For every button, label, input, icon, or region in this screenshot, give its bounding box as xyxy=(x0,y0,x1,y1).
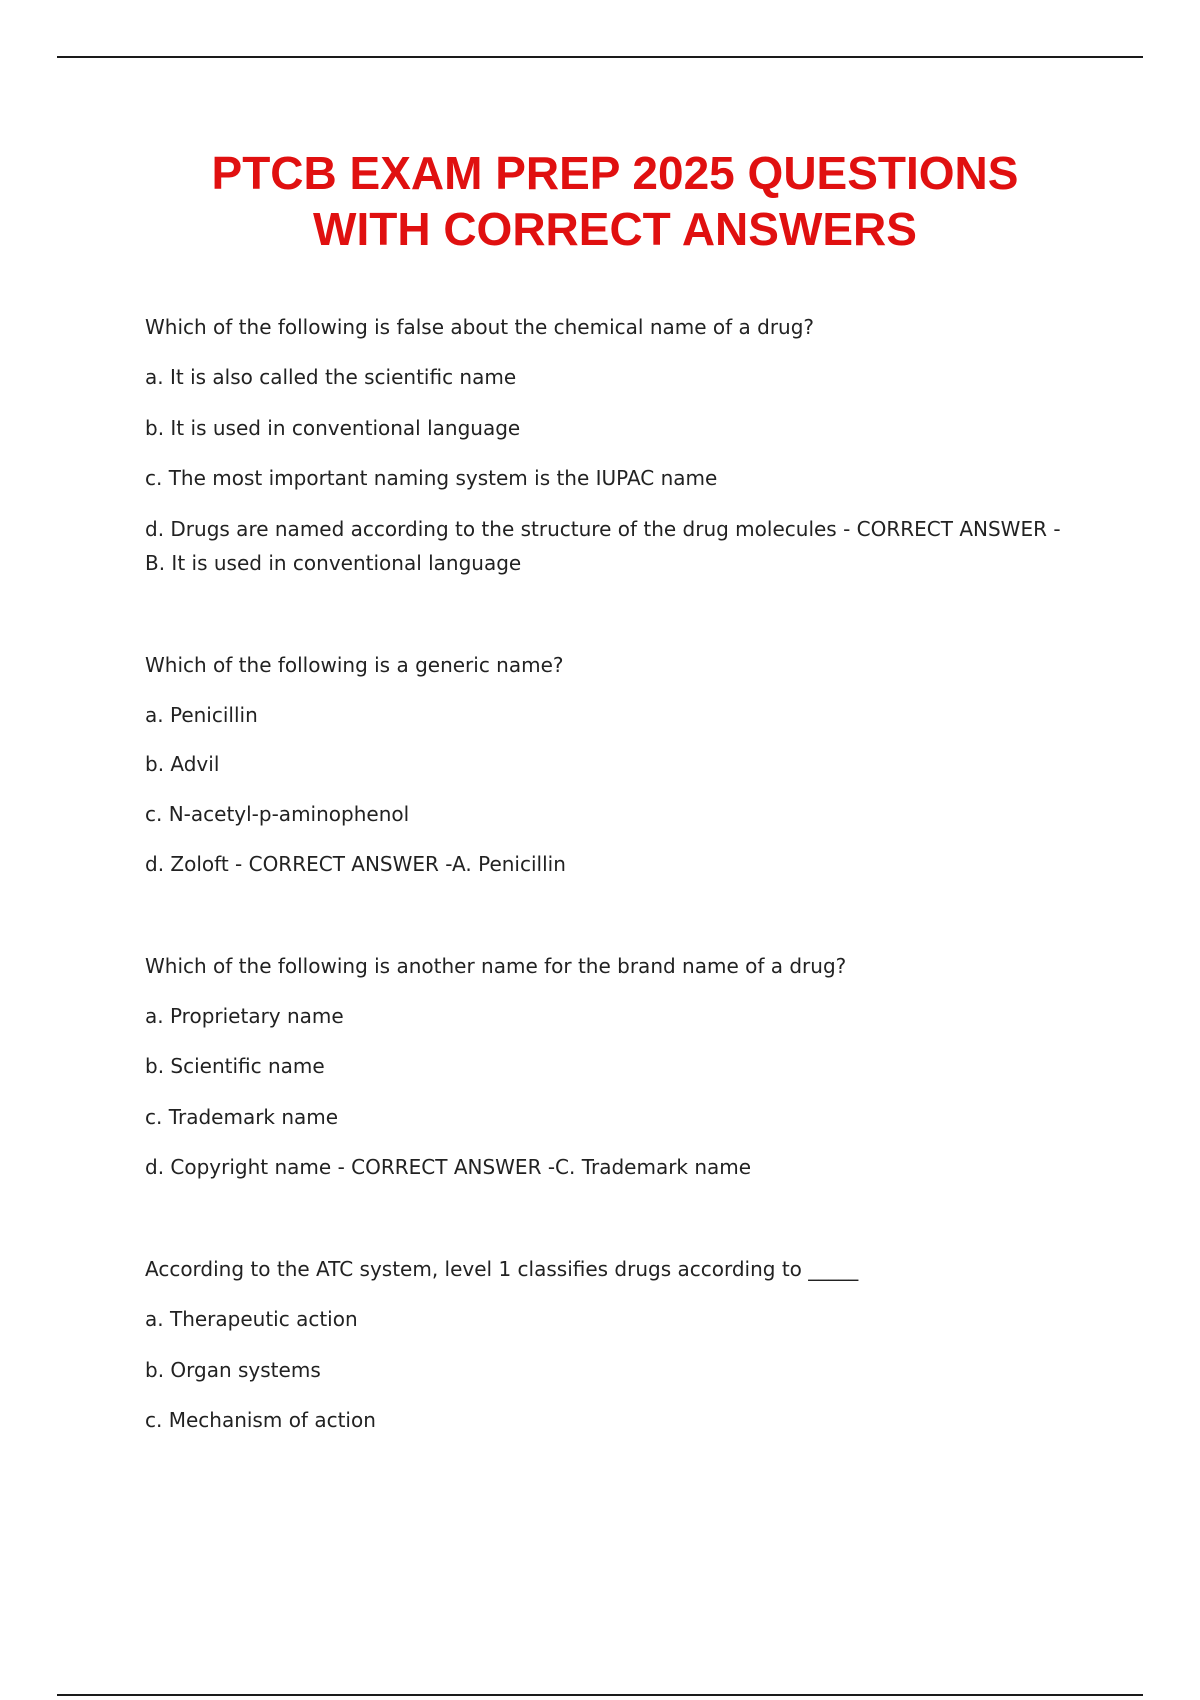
question-3-option-d-answer: d. Copyright name - CORRECT ANSWER -C. Trademark name xyxy=(145,1155,752,1179)
question-3-option-a: a. Proprietary name xyxy=(145,1004,344,1028)
question-2-option-d-answer: d. Zoloft - CORRECT ANSWER -A. Penicillin xyxy=(145,852,566,876)
question-2-option-b: b. Advil xyxy=(145,752,220,776)
question-3-option-b: b. Scientific name xyxy=(145,1054,325,1078)
question-1-option-b: b. It is used in conventional language xyxy=(145,416,521,440)
question-1-text: Which of the following is false about the chemical name of a drug? xyxy=(145,315,815,339)
question-4-option-b: b. Organ systems xyxy=(145,1358,321,1382)
question-3-text: Which of the following is another name for the brand name of a drug? xyxy=(145,954,847,978)
top-rule xyxy=(57,56,1143,58)
page-title-line-1: PTCB EXAM PREP 2025 QUESTIONS xyxy=(211,147,1019,199)
question-4-option-a: a. Therapeutic action xyxy=(145,1307,358,1331)
question-1-option-c: c. The most important naming system is the IUPAC name xyxy=(145,466,718,490)
question-2-text: Which of the following is a generic name? xyxy=(145,653,564,677)
bottom-rule xyxy=(57,1694,1143,1696)
question-1-option-d-answer: d. Drugs are named according to the structure of the drug molecules - CORRECT ANSWER -B. It is used in conventional language xyxy=(145,517,1061,575)
question-1-option-a: a. It is also called the scientific name xyxy=(145,365,517,389)
question-4-text: According to the ATC system, level 1 classifies drugs according to _____ xyxy=(145,1257,859,1281)
question-4-option-c: c. Mechanism of action xyxy=(145,1408,376,1432)
question-2-option-a: a. Penicillin xyxy=(145,703,258,727)
question-3-option-c: c. Trademark name xyxy=(145,1105,339,1129)
question-2-option-c: c. N-acetyl-p-aminophenol xyxy=(145,802,410,826)
page-title-line-2: WITH CORRECT ANSWERS xyxy=(313,203,917,255)
